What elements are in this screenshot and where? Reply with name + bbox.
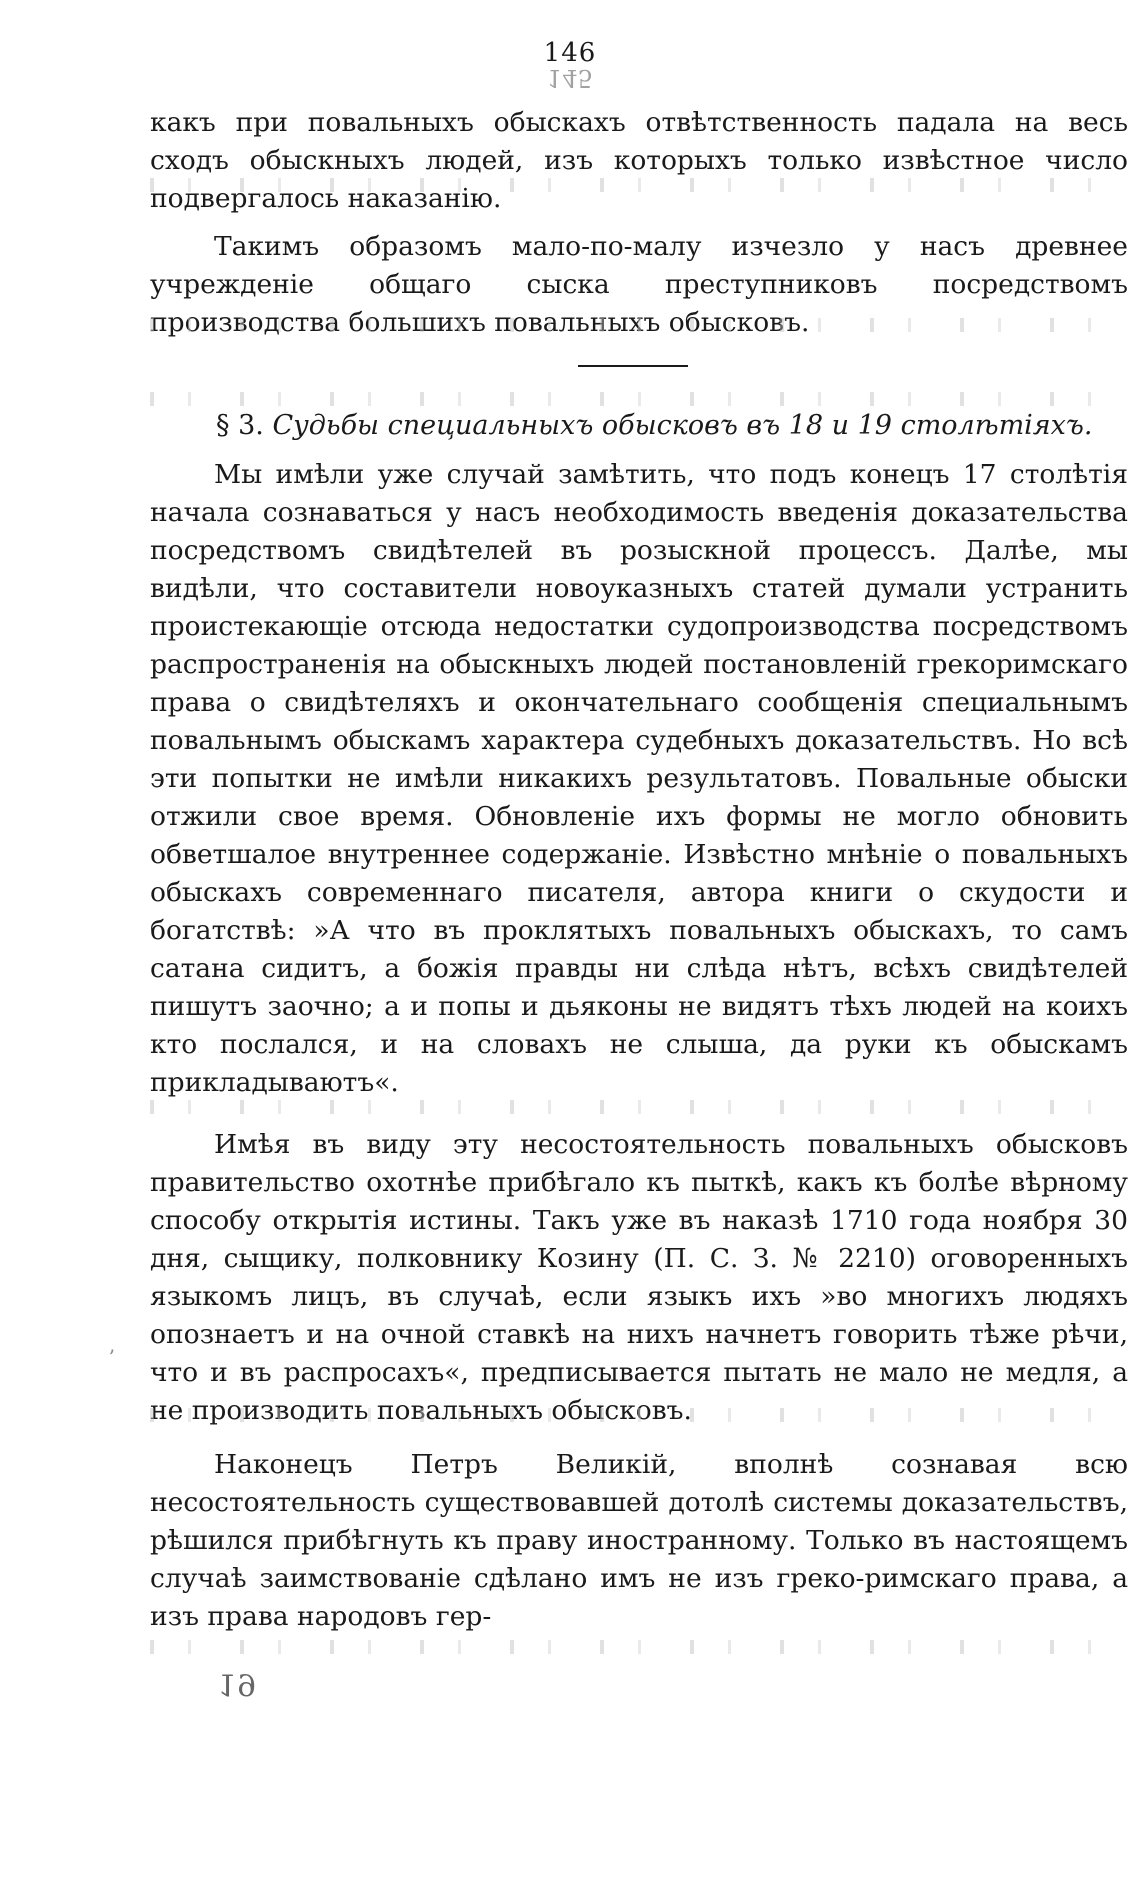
margin-tick-mark: ʼ	[108, 1345, 115, 1369]
paragraph-text: какъ при повальныхъ обыскахъ отвѣтственность падала на весь сходъ обыскныхъ людей, изъ которыхъ только извѣстное число подвергалось наказанію.	[150, 107, 1128, 214]
paragraph-text: Мы имѣли уже случай замѣтить, что подъ конецъ 17 столѣтія начала сознаваться у насъ необходимость введенія доказательства посредствомъ свидѣтелей въ розыскной процессъ. Далѣе, мы видѣли, что составители новоуказныхъ статей думали устранить проистекающіе отсюда недостатки судопроизводства посредствомъ распространенія на обыскныхъ людей постановленій грекоримскаго права о свидѣтеляхъ и окончательнаго сообщенія специальнымъ повальнымъ обыскамъ характера судебныхъ доказательствъ. Но всѣ эти попытки не имѣли никакихъ результатовъ. Повальные обыски отжили свое время. Обновленіе ихъ формы не могло обновить обветшалое внутреннее содержаніе. Извѣстно мнѣніе о повальныхъ обыскахъ современнаго писателя, автора книги о скудости и богатствѣ: »А что въ проклятыхъ повальныхъ обыскахъ, то самъ сатана сидитъ, а божія правды ни слѣда нѣтъ, всѣхъ свидѣтелей пишутъ заочно; а и попы и дьяконы не видятъ тѣхъ людей на коихъ кто послался, и на словахъ не слыша, да руки къ обыскамъ прикладываютъ«.	[150, 459, 1128, 1098]
signature-mark: 19	[218, 1666, 257, 1701]
section-divider	[578, 365, 688, 367]
paragraph-continuation	[150, 104, 1128, 218]
section-marker: § 3.	[216, 410, 264, 441]
section-heading	[216, 408, 1096, 444]
paragraph-peter	[150, 1446, 1128, 1636]
page-number: 146	[543, 38, 597, 68]
paragraph-text: Имѣя въ виду эту несостоятельность повальныхъ обысковъ правительство охотнѣе прибѣгало къ пыткѣ, какъ къ болѣе вѣрному способу открытія истины. Такъ уже въ наказѣ 1710 года ноября 30 дня, сыщику, полковнику Козину (П. С. З. № 2210) оговоренныхъ языкомъ лицъ, въ случаѣ, если языкъ ихъ »во многихъ людяхъ опознаетъ и на очной ставкѣ на нихъ начнетъ говорить тѣже рѣчи, что и въ распросахъ«, предписывается пытать не мало не медля, а не производить повальныхъ обысковъ.	[150, 1129, 1128, 1426]
paragraph-text: Такимъ образомъ мало-по-малу изчезло у насъ древнее учрежденіе общаго сыска преступниковъ посредствомъ производства большихъ повальныхъ обысковъ.	[150, 231, 1128, 338]
section-title: Судьбы специальныхъ обысковъ въ 18 и 19 столѣтіяхъ.	[272, 410, 1093, 441]
bleed-through-noise	[150, 1100, 1100, 1114]
bleed-through-noise	[150, 318, 1100, 332]
bleed-through-noise	[150, 178, 1100, 192]
page-number-bleed-through: 145	[547, 64, 593, 92]
paragraph-torture	[150, 1126, 1128, 1430]
bleed-through-noise	[150, 1640, 1100, 1654]
bleed-through-noise	[150, 392, 1100, 406]
paragraph-main	[150, 456, 1128, 1102]
bleed-through-noise	[150, 1408, 1100, 1422]
paragraph-text: Наконецъ Петръ Великій, вполнѣ сознавая всю несостоятельность существовавшей дотолѣ системы доказательствъ, рѣшился прибѣгнуть къ праву иностранному. Только въ настоящемъ случаѣ заимствованіе сдѣлано имъ не изъ греко-римскаго права, а изъ права народовъ гер-	[150, 1449, 1128, 1632]
